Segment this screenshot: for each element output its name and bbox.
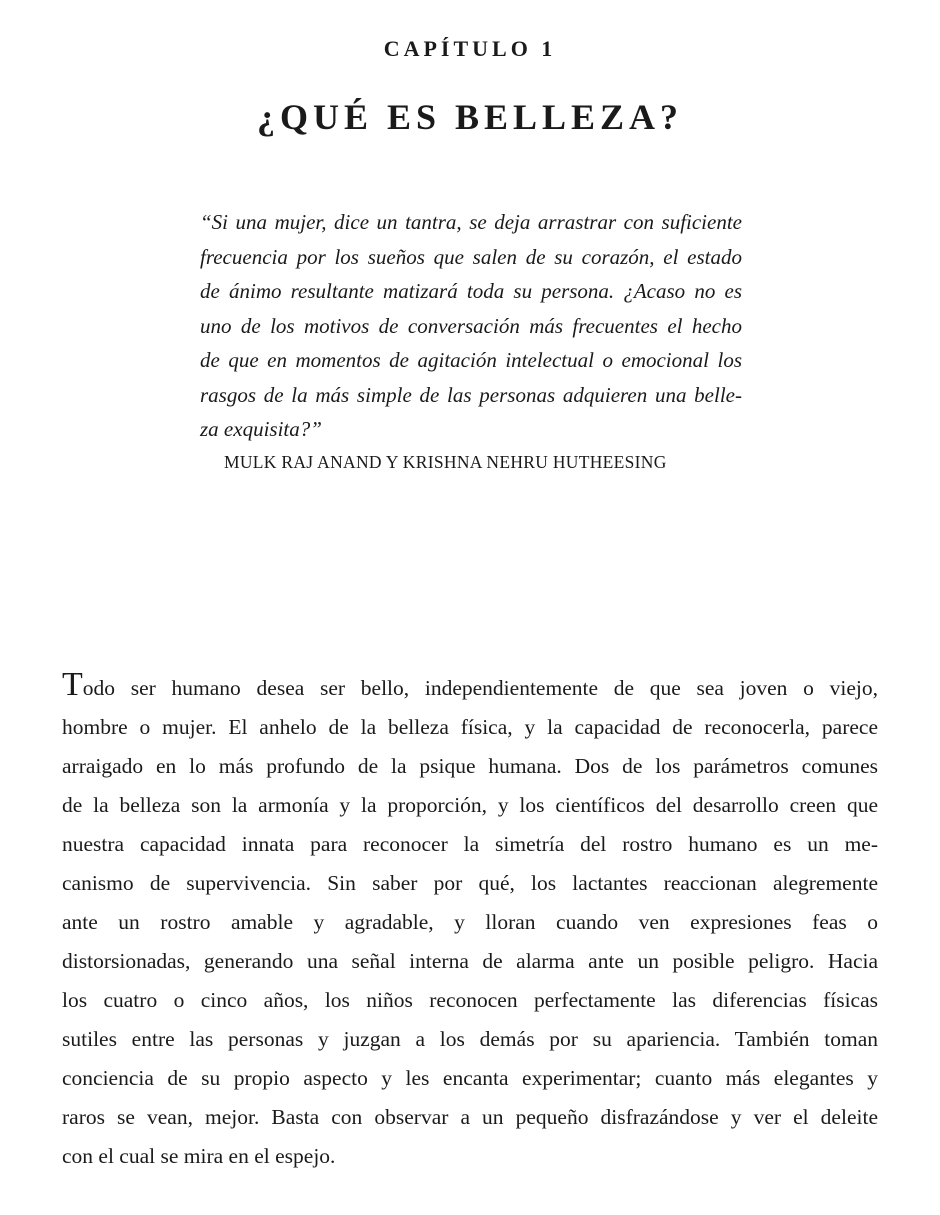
- chapter-label: CAPÍTULO 1: [383, 36, 557, 61]
- body-line: con el cual se mira en el espejo.: [62, 1144, 336, 1168]
- body-line: distorsionadas, generando una señal interna de alarma ante un posible peligro. Hacia: [62, 949, 878, 973]
- body-line: nuestra capacidad innata para reconocer la simetría del rostro humano es un me-: [62, 832, 878, 856]
- body-line-text: odo ser humano desea ser bello, independientemente de que sea joven o viejo,: [82, 676, 878, 700]
- body-line: hombre o mujer. El anhelo de la belleza física, y la capacidad de reconocerla, parece: [62, 715, 878, 739]
- epigraph-author: MULK RAJ ANAND Y KRISHNA NEHRU HUTHEESING: [224, 451, 667, 472]
- epigraph-quote: [200, 205, 742, 447]
- body-line: conciencia de su propio aspecto y les encanta experimentar; cuanto más elegantes y: [62, 1066, 878, 1090]
- epigraph-line: de ánimo resultante matizará toda su persona. ¿Acaso no es: [200, 279, 742, 303]
- drop-initial: T: [62, 666, 83, 703]
- body-line: ante un rostro amable y agradable, y lloran cuando ven expresiones feas o: [62, 910, 878, 934]
- epigraph-line: “Si una mujer, dice un tantra, se deja arrastrar con suficiente: [200, 210, 742, 234]
- body-line: de la belleza son la armonía y la proporción, y los científicos del desarrollo creen que: [62, 793, 878, 817]
- epigraph-line: frecuencia por los sueños que salen de su corazón, el estado: [200, 244, 742, 269]
- body-line: raros se vean, mejor. Basta con observar a un pequeño disfrazándose y ver el deleite: [62, 1105, 878, 1129]
- body-line: sutiles entre las personas y juzgan a los demás por su apariencia. También toman: [62, 1027, 878, 1051]
- epigraph-line: rasgos de la más simple de las personas adquieren una belle-: [200, 382, 742, 407]
- epigraph-line: uno de los motivos de conversación más frecuentes el hecho: [200, 313, 742, 338]
- epigraph-line: za exquisita?”: [200, 417, 322, 441]
- body-line: arraigado en lo más profundo de la psique humana. Dos de los parámetros comunes: [62, 754, 878, 778]
- body-line: canismo de supervivencia. Sin saber por qué, los lactantes reaccionan alegremente: [62, 871, 878, 895]
- body-line: los cuatro o cinco años, los niños reconocen perfectamente las diferencias físicas: [62, 988, 878, 1012]
- epigraph: [200, 205, 742, 477]
- body-line: [62, 666, 878, 708]
- chapter-title: ¿QUÉ ES BELLEZA?: [256, 97, 684, 137]
- body-paragraph: [62, 666, 878, 1176]
- epigraph-line: de que en momentos de agitación intelectual o emocional los: [200, 348, 742, 372]
